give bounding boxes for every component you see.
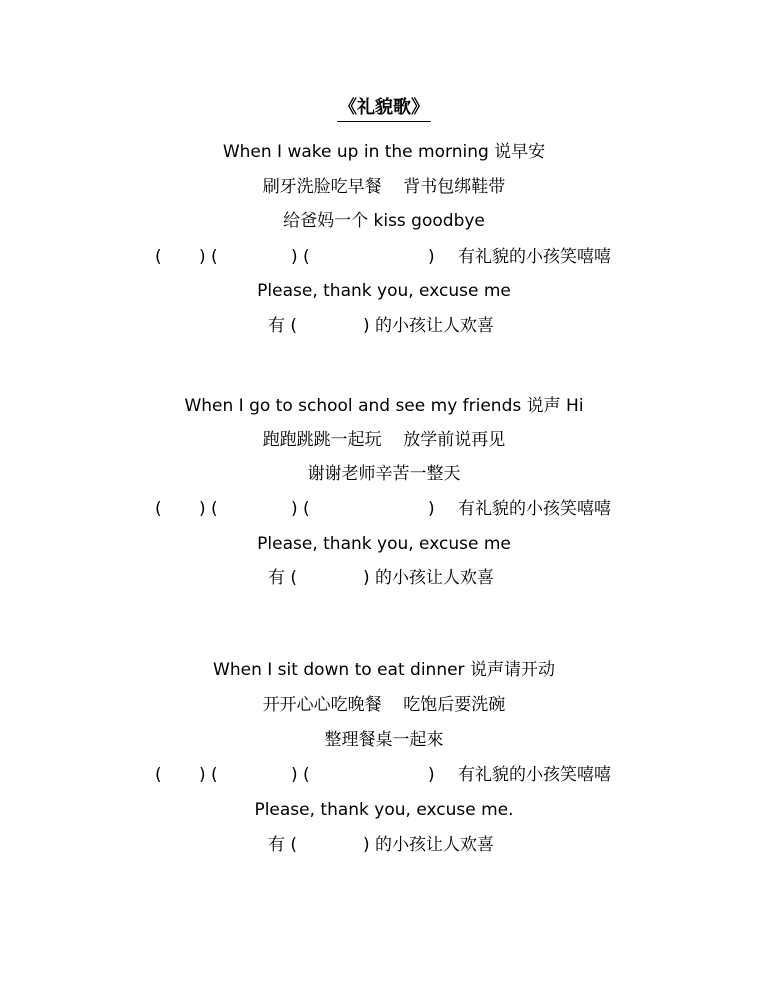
verse-2-line-6-suffix: ) 的小孩让人欢喜 <box>363 568 495 588</box>
verse-3-line-2: 开开心心吃晚餐 吃饱后要洗碗 <box>262 695 506 715</box>
blank-1-open: ( <box>155 499 162 519</box>
verse-2-line-6 <box>0 567 768 589</box>
blank-1-open: ( <box>155 247 162 267</box>
song-title-text: 《礼貌歌》 <box>337 96 431 122</box>
verse-3-line-3: 整理餐桌一起來 <box>324 730 444 750</box>
verse-3-fill-in-line <box>0 764 768 786</box>
verse-3-line-1: When I sit down to eat dinner 说声请开动 <box>213 660 555 680</box>
verse-1-line-5: Please, thank you, excuse me <box>257 281 511 301</box>
blank-1-open: ( <box>155 765 162 785</box>
verse-3-line-6 <box>0 834 768 856</box>
song-title <box>0 96 768 122</box>
verse-1-line-3: 给爸妈一个 kiss goodbye <box>283 211 485 231</box>
verse-1-line-6 <box>0 315 768 337</box>
verse-1-line-6-prefix: 有 ( <box>268 316 298 336</box>
verse-3-line-5: Please, thank you, excuse me. <box>254 800 514 820</box>
blank-3-close: ) <box>428 765 435 785</box>
blank-1-close-blank-2-open: ) ( <box>199 765 218 785</box>
verse-1-line-1: When I wake up in the morning 说早安 <box>222 142 546 162</box>
verse-3-fill-in-tail: 有礼貌的小孩笑嘻嘻 <box>458 765 611 785</box>
blank-3-close: ) <box>428 499 435 519</box>
verse-1-fill-in-tail: 有礼貌的小孩笑嘻嘻 <box>458 247 611 267</box>
blank-1-close-blank-2-open: ) ( <box>199 247 218 267</box>
verse-2-line-3: 谢谢老师辛苦一整天 <box>307 464 461 484</box>
verse-2-line-6-prefix: 有 ( <box>268 568 298 588</box>
blank-2-close-blank-3-open: ) ( <box>291 765 310 785</box>
verse-1-line-6-suffix: ) 的小孩让人欢喜 <box>363 316 495 336</box>
verse-2-line-5: Please, thank you, excuse me <box>257 534 511 554</box>
verse-3-line-6-prefix: 有 ( <box>268 835 298 855</box>
verse-1-fill-in-line <box>0 246 768 268</box>
verse-2-fill-in-tail: 有礼貌的小孩笑嘻嘻 <box>458 499 611 519</box>
verse-2-line-2: 跑跑跳跳一起玩 放学前说再见 <box>262 430 506 450</box>
blank-3-close: ) <box>428 247 435 267</box>
blank-2-close-blank-3-open: ) ( <box>291 247 310 267</box>
verse-2-line-1: When I go to school and see my friends 说声 Hi <box>184 396 584 416</box>
blank-1-close-blank-2-open: ) ( <box>199 499 218 519</box>
verse-3-line-6-suffix: ) 的小孩让人欢喜 <box>363 835 495 855</box>
verse-1-line-2: 刷牙洗脸吃早餐 背书包绑鞋带 <box>262 177 506 197</box>
verse-2-fill-in-line <box>0 498 768 520</box>
blank-2-close-blank-3-open: ) ( <box>291 499 310 519</box>
